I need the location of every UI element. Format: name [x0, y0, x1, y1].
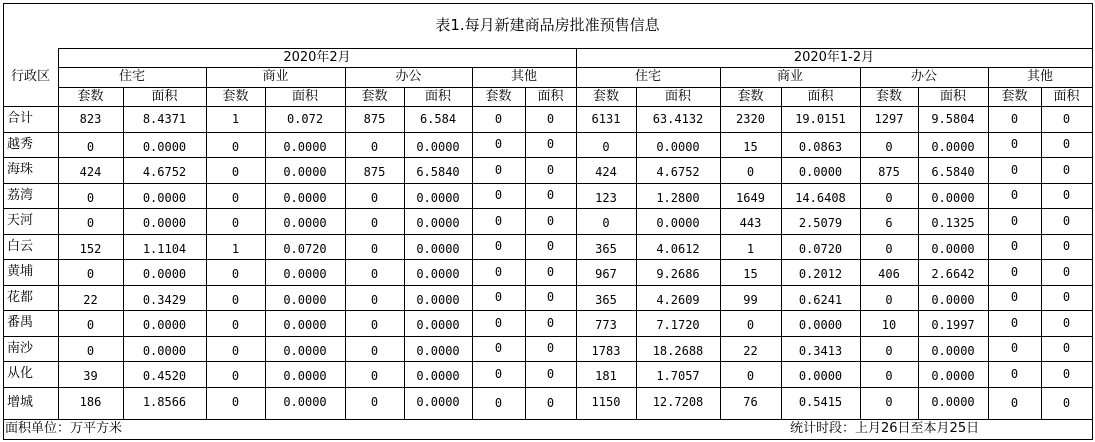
table-cell: 22 — [83, 293, 98, 307]
table-cell: 0 — [1010, 367, 1019, 381]
table-cell: 0 — [231, 191, 240, 205]
table-cell: 0.0720 — [798, 242, 843, 256]
table-cell: 0 — [1010, 265, 1019, 279]
grid-line — [3, 336, 1093, 337]
table-cell: 0 — [1062, 396, 1071, 410]
table-cell: 2320 — [736, 112, 765, 126]
table-cell: 0.0000 — [142, 191, 187, 205]
table-cell: 0 — [1062, 341, 1071, 355]
table-cell: 0 — [1010, 163, 1019, 177]
table-cell: 773 — [595, 318, 617, 332]
table-cell: 875 — [363, 112, 386, 126]
table-cell: 0 — [1062, 214, 1071, 228]
table-cell: 0 — [546, 341, 555, 355]
table-cell: 0 — [86, 267, 95, 281]
table-cell: 0 — [494, 188, 503, 202]
subheader-area: 面积 — [424, 89, 451, 104]
table-cell: 0.0000 — [416, 344, 460, 358]
table-cell: 6131 — [591, 112, 621, 126]
table-cell: 0.0000 — [931, 395, 975, 409]
table-cell: 14.6408 — [795, 191, 846, 205]
table-cell: 365 — [595, 293, 617, 307]
table-cell: 1 — [746, 242, 755, 256]
table-cell: 99 — [743, 293, 758, 307]
table-cell: 0 — [1010, 188, 1019, 202]
table-cell: 875 — [878, 165, 900, 179]
grid-line — [58, 48, 59, 420]
table-cell: 0.0000 — [283, 165, 327, 179]
table-cell: 0.0000 — [416, 140, 460, 154]
subheader-count: 套数 — [1001, 89, 1028, 104]
table-cell: 0.0000 — [656, 140, 700, 154]
district-name: 白云 — [7, 239, 34, 254]
district-name: 越秀 — [7, 137, 34, 152]
table-cell: 7.1720 — [656, 318, 700, 332]
grid-line — [636, 87, 637, 420]
grid-line — [3, 208, 1093, 209]
district-name: 黄埔 — [7, 264, 34, 279]
table-cell: 8.4371 — [142, 112, 187, 126]
table-cell: 0 — [1010, 214, 1019, 228]
table-cell: 1783 — [591, 344, 621, 358]
table-cell: 0.0000 — [416, 369, 460, 383]
table-cell: 0 — [370, 191, 379, 205]
subheader-area: 面积 — [291, 89, 318, 104]
table-cell: 76 — [743, 395, 758, 409]
grid-line — [860, 67, 861, 420]
table-cell: 0.0000 — [283, 191, 327, 205]
table-cell: 0.0000 — [283, 293, 327, 307]
table-cell: 0.0000 — [798, 165, 843, 179]
table-cell: 39 — [83, 369, 98, 383]
table-cell: 0 — [231, 395, 240, 409]
table-cell: 0 — [1010, 290, 1019, 304]
table-cell: 0.0000 — [283, 140, 327, 154]
table-cell: 0 — [546, 137, 555, 151]
table-cell: 365 — [595, 242, 617, 256]
subheader-count: 套数 — [592, 89, 619, 104]
table-cell: 0 — [546, 188, 555, 202]
table-cell: 0 — [370, 293, 379, 307]
table-cell: 12.7208 — [652, 395, 704, 409]
table-cell: 1.1104 — [142, 242, 187, 256]
table-cell: 0.3429 — [142, 293, 187, 307]
table-cell: 0.0720 — [283, 242, 327, 256]
subheader-area: 面积 — [151, 89, 178, 104]
category-header: 商业 — [776, 69, 803, 84]
table-cell: 875 — [363, 165, 386, 179]
table-cell: 6.584 — [419, 112, 457, 126]
table-cell: 406 — [878, 267, 900, 281]
table-cell: 152 — [79, 242, 102, 256]
table-cell: 967 — [595, 267, 617, 281]
grid-line — [3, 234, 1093, 235]
table-cell: 0 — [370, 267, 379, 281]
table-cell: 823 — [79, 112, 102, 126]
table-cell: 0 — [231, 165, 240, 179]
district-name: 增城 — [7, 395, 34, 410]
table-cell: 0 — [231, 216, 240, 230]
table-cell: 0.0000 — [283, 216, 327, 230]
table-cell: 0 — [746, 369, 755, 383]
table-title: 表1.每月新建商品房批准预售信息 — [435, 16, 660, 34]
grid-line — [781, 87, 782, 420]
period-note: 统计时段：上月26日至本月25日 — [790, 421, 980, 436]
table-cell: 1150 — [591, 395, 621, 409]
table-cell: 0.3413 — [798, 344, 843, 358]
table-cell: 0.0000 — [798, 318, 843, 332]
table-cell: 424 — [79, 165, 102, 179]
grid-line — [525, 87, 526, 420]
table-cell: 0.1325 — [931, 216, 975, 230]
table-cell: 1649 — [736, 191, 765, 205]
table-cell: 0 — [746, 318, 755, 332]
table-cell: 0.0000 — [283, 369, 327, 383]
table-cell: 0 — [231, 318, 240, 332]
grid-line — [3, 106, 1093, 107]
table-cell: 0 — [231, 267, 240, 281]
table-cell: 0.0000 — [142, 216, 187, 230]
table-cell: 18.2688 — [652, 344, 704, 358]
table-cell: 0.0863 — [798, 140, 843, 154]
table-cell: 6 — [885, 216, 893, 230]
table-cell: 6.5840 — [416, 165, 460, 179]
table-cell: 0 — [370, 395, 379, 409]
table-cell: 0.0000 — [931, 344, 975, 358]
table-cell: 0 — [494, 290, 503, 304]
table-cell: 0.0000 — [931, 293, 975, 307]
table-cell: 1 — [231, 242, 240, 256]
district-name: 合计 — [7, 111, 34, 126]
category-header: 办公 — [395, 69, 422, 84]
table-cell: 424 — [595, 165, 617, 179]
table-cell: 6.5840 — [931, 165, 975, 179]
grid-line — [3, 157, 1093, 158]
table-cell: 0 — [370, 242, 379, 256]
table-cell: 0 — [885, 293, 893, 307]
table-cell: 15 — [743, 140, 758, 154]
district-header: 行政区 — [10, 69, 50, 84]
table-cell: 1.2800 — [656, 191, 700, 205]
table-cell: 0 — [494, 214, 503, 228]
table-cell: 0 — [1062, 316, 1071, 330]
category-header: 住宅 — [634, 69, 661, 84]
grid-line — [1092, 3, 1093, 440]
table-cell: 0 — [231, 344, 240, 358]
table-cell: 0 — [494, 239, 503, 253]
table-cell: 0.0000 — [283, 395, 327, 409]
category-header: 办公 — [910, 69, 937, 84]
grid-line — [3, 387, 1093, 388]
table-cell: 0 — [1062, 163, 1071, 177]
table-cell: 0 — [546, 265, 555, 279]
table-cell: 0 — [1010, 341, 1019, 355]
category-header: 其他 — [1026, 69, 1053, 84]
table-cell: 15 — [743, 267, 758, 281]
table-cell: 0 — [370, 140, 379, 154]
grid-line — [918, 87, 919, 420]
table-cell: 0.0000 — [416, 242, 460, 256]
category-header: 住宅 — [118, 69, 145, 84]
table-cell: 0.5415 — [798, 395, 843, 409]
table-cell: 1.7057 — [656, 369, 700, 383]
grid-line — [404, 87, 405, 420]
table-cell: 0 — [231, 293, 240, 307]
period-header-feb: 2020年2月 — [283, 50, 351, 65]
table-cell: 0 — [885, 395, 893, 409]
grid-line — [1041, 87, 1042, 420]
table-cell: 0.0000 — [931, 140, 975, 154]
table-cell: 1 — [231, 112, 240, 126]
table-cell: 0.0000 — [283, 344, 327, 358]
table-cell: 10 — [881, 318, 897, 332]
grid-line — [345, 67, 346, 420]
table-cell: 1297 — [874, 112, 904, 126]
table-cell: 0.0000 — [931, 242, 975, 256]
grid-line — [472, 67, 473, 420]
grid-line — [265, 87, 266, 420]
table-cell: 0 — [885, 369, 893, 383]
table-cell: 0.0000 — [656, 216, 700, 230]
table-cell: 181 — [595, 369, 617, 383]
table-cell: 0 — [546, 316, 555, 330]
table-cell: 0 — [546, 367, 555, 381]
table-cell: 0 — [746, 165, 755, 179]
table-cell: 0.0000 — [798, 369, 843, 383]
table-cell: 0.0000 — [416, 318, 460, 332]
subheader-count: 套数 — [485, 89, 512, 104]
grid-line — [206, 67, 207, 420]
table-cell: 0.0000 — [283, 318, 327, 332]
table-cell: 0 — [602, 140, 610, 154]
table-cell: 0 — [494, 341, 503, 355]
table-cell: 0 — [231, 140, 240, 154]
table-cell: 0 — [546, 396, 555, 410]
table-cell: 0.072 — [286, 112, 324, 126]
table-cell: 0 — [494, 316, 503, 330]
table-cell: 0 — [546, 290, 555, 304]
subheader-count: 套数 — [361, 89, 388, 104]
subheader-area: 面积 — [664, 89, 691, 104]
table-cell: 0.0000 — [931, 369, 975, 383]
table-cell: 0 — [494, 367, 503, 381]
table-cell: 0 — [602, 216, 610, 230]
area-unit-note: 面积单位：万平方米 — [5, 421, 123, 436]
grid-line — [3, 259, 1093, 260]
table-cell: 123 — [595, 191, 617, 205]
table-cell: 0 — [885, 140, 893, 154]
table-cell: 0.0000 — [142, 267, 187, 281]
grid-line — [3, 3, 4, 440]
table-cell: 9.5804 — [931, 112, 975, 126]
table-cell: 0 — [1062, 290, 1071, 304]
period-header-jan-feb: 2020年1-2月 — [793, 50, 875, 65]
table-cell: 0 — [1062, 367, 1071, 381]
table-cell: 0.0000 — [416, 191, 460, 205]
table-cell: 0 — [885, 344, 893, 358]
table-cell: 0 — [494, 265, 503, 279]
table-cell: 0 — [86, 216, 95, 230]
table-cell: 0.4520 — [142, 369, 187, 383]
table-cell: 0 — [1062, 112, 1071, 126]
table-cell: 2.6642 — [931, 267, 975, 281]
table-cell: 0 — [546, 214, 555, 228]
table-cell: 0 — [885, 242, 893, 256]
grid-line — [3, 419, 1093, 420]
category-header: 其他 — [510, 69, 537, 84]
grid-line — [3, 361, 1093, 362]
subheader-area: 面积 — [807, 89, 834, 104]
table-cell: 0 — [1010, 396, 1019, 410]
table-cell: 0 — [86, 318, 95, 332]
table-cell: 0 — [1010, 137, 1019, 151]
district-name: 从化 — [7, 366, 34, 381]
table-cell: 0 — [1062, 137, 1071, 151]
table-cell: 9.2686 — [656, 267, 700, 281]
grid-line — [988, 67, 989, 420]
table-cell: 0 — [1010, 316, 1019, 330]
category-header: 商业 — [262, 69, 289, 84]
table-cell: 443 — [739, 216, 762, 230]
table-cell: 0 — [370, 216, 379, 230]
table-cell: 4.0612 — [656, 242, 700, 256]
table-cell: 0 — [370, 344, 379, 358]
district-name: 荔湾 — [7, 188, 34, 203]
table-cell: 4.6752 — [656, 165, 700, 179]
table-cell: 63.4132 — [652, 112, 704, 126]
grid-line — [3, 183, 1093, 184]
table-cell: 0 — [370, 369, 379, 383]
table-cell: 0 — [1062, 265, 1071, 279]
table-cell: 0.0000 — [142, 318, 187, 332]
table-cell: 0.0000 — [142, 344, 187, 358]
table-cell: 4.2609 — [656, 293, 700, 307]
subheader-area: 面积 — [1053, 89, 1080, 104]
table-cell: 0 — [546, 163, 555, 177]
table-cell: 1.8566 — [142, 395, 187, 409]
grid-line — [3, 310, 1093, 311]
table-cell: 0 — [494, 396, 503, 410]
subheader-area: 面积 — [537, 89, 564, 104]
table-cell: 0 — [86, 344, 95, 358]
table-cell: 0.2012 — [798, 267, 843, 281]
subheader-count: 套数 — [875, 89, 902, 104]
district-name: 海珠 — [7, 162, 34, 177]
subheader-count: 套数 — [77, 89, 104, 104]
table-cell: 0.0000 — [416, 216, 460, 230]
table-cell: 0 — [86, 191, 95, 205]
table-cell: 0.0000 — [283, 267, 327, 281]
grid-line — [576, 48, 577, 420]
subheader-count: 套数 — [222, 89, 249, 104]
district-name: 天河 — [7, 213, 34, 228]
table-cell: 0 — [494, 112, 503, 126]
table-cell: 0 — [494, 137, 503, 151]
district-name: 南沙 — [7, 341, 34, 356]
district-name: 番禺 — [7, 315, 34, 330]
grid-line — [3, 3, 1093, 4]
table-cell: 0.0000 — [416, 267, 460, 281]
grid-line — [3, 285, 1093, 286]
subheader-count: 套数 — [737, 89, 764, 104]
district-name: 花都 — [7, 290, 34, 305]
table-cell: 0 — [86, 140, 95, 154]
table-cell: 0 — [1010, 239, 1019, 253]
table-cell: 0 — [1062, 188, 1071, 202]
subheader-area: 面积 — [939, 89, 966, 104]
table-cell: 0.1997 — [931, 318, 975, 332]
grid-line — [720, 67, 721, 420]
grid-line — [3, 439, 1093, 440]
table-cell: 2.5079 — [798, 216, 843, 230]
table-cell: 0 — [494, 163, 503, 177]
grid-line — [123, 87, 124, 420]
table-cell: 186 — [79, 395, 102, 409]
table-cell: 0.0000 — [416, 293, 460, 307]
table-cell: 19.0151 — [795, 112, 846, 126]
table-cell: 0.6241 — [798, 293, 843, 307]
table-cell: 0 — [1010, 112, 1019, 126]
table-cell: 0 — [370, 318, 379, 332]
table-cell: 0 — [885, 191, 893, 205]
table-cell: 0.0000 — [931, 191, 975, 205]
table-cell: 4.6752 — [142, 165, 187, 179]
table-cell: 0 — [231, 369, 240, 383]
table-cell: 0 — [1062, 239, 1071, 253]
table-cell: 0.0000 — [416, 395, 460, 409]
grid-line — [3, 132, 1093, 133]
table-cell: 0.0000 — [142, 140, 187, 154]
table-cell: 0 — [546, 112, 555, 126]
table-cell: 0 — [546, 239, 555, 253]
table-cell: 22 — [743, 344, 758, 358]
